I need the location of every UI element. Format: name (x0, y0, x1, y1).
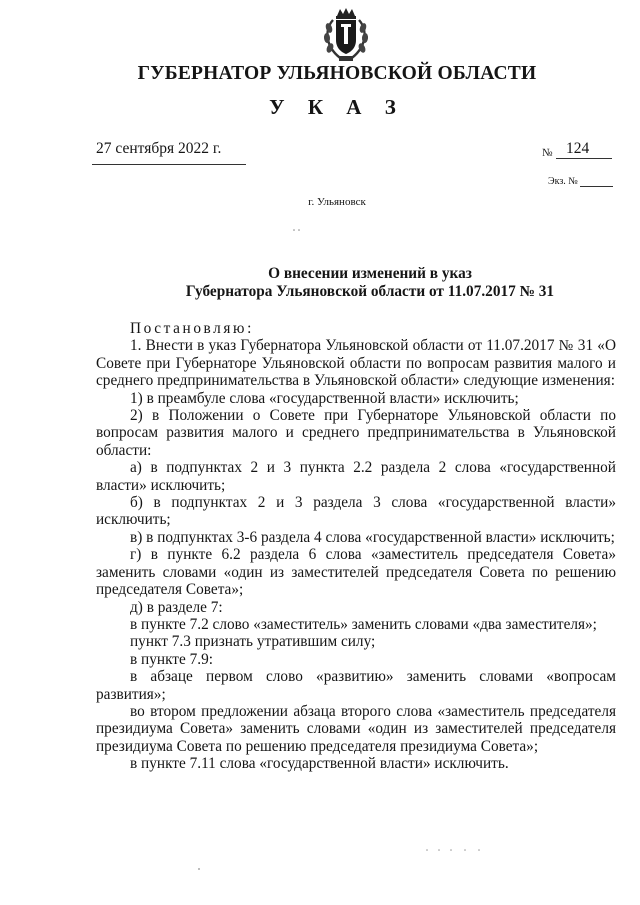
body-paragraph: в пункте 7.9: (130, 650, 213, 668)
body-paragraph: в пункте 7.2 слово «заместитель» заменить словами «два заместителя»; (130, 615, 597, 633)
body-paragraph: в абзаце первом слово «развитию» заменить словами «вопросам развития»; (96, 668, 616, 703)
title-line-1: О внесении изменений в указ (268, 265, 472, 282)
body-paragraph: г) в пункте 6.2 раздела 6 слова «заместитель председателя Совета» заменить словами «один из заместителей председателя Совета по решению председателя Совета»; (96, 546, 616, 599)
body-paragraph: 1. Внести в указ Губернатора Ульяновской области от 11.07.2017 № 31 «О Совете при Губернаторе Ульяновской области по вопросам развития малого и среднего предпринимательства в Ульяновской области» следующие изменения: (96, 337, 616, 390)
body-paragraph: 2) в Положении о Совете при Губернаторе Ульяновской области по вопросам развития малого и среднего предпринимательства в Ульяновской области: (96, 407, 616, 459)
number-underline (556, 158, 612, 159)
copy-number-label: Экз. № (548, 176, 578, 187)
document-type: У К А З (269, 95, 405, 119)
scan-speck (425, 848, 485, 852)
body-paragraph: Постановляю: (130, 320, 254, 337)
city-name: г. Ульяновск (308, 196, 366, 208)
document-body (96, 320, 616, 773)
body-paragraph: б) в подпунктах 2 и 3 раздела 3 слова «государственной власти» исключить; (96, 494, 616, 529)
document-number: 124 (566, 140, 590, 157)
date-underline (92, 164, 246, 165)
title-line-2: Губернатора Ульяновской области от 11.07.2017 № 31 (185, 283, 555, 300)
document-date: 27 сентября 2022 г. (96, 140, 222, 157)
body-paragraph: д) в разделе 7: (130, 598, 223, 616)
scan-speck (196, 866, 202, 872)
body-paragraph: пункт 7.3 признать утратившим силу; (130, 633, 376, 651)
authority-heading: ГУБЕРНАТОР УЛЬЯНОВСКОЙ ОБЛАСТИ (137, 63, 537, 84)
body-paragraph: в) в подпунктах 3-6 раздела 4 слова «государственной власти» исключить; (130, 528, 615, 546)
body-paragraph: 1) в преамбуле слова «государственной власти» исключить; (130, 389, 519, 407)
coat-of-arms-icon (319, 6, 373, 64)
body-paragraph: а) в подпунктах 2 и 3 пункта 2.2 раздела 2 слова «государственной власти» исключить; (96, 459, 616, 494)
body-paragraph: в пункте 7.11 слова «государственной власти» исключить. (130, 755, 509, 773)
copy-number-underline (580, 186, 613, 187)
number-label: № (542, 147, 553, 159)
document-title (170, 265, 570, 301)
scan-speck (292, 228, 302, 232)
body-paragraph: во втором предложении абзаца второго слова «заместитель председателя президиума Совета» заменить словами «один из заместителей председателя президиума Совета по решению председателя президиума Совета»; (96, 702, 616, 755)
